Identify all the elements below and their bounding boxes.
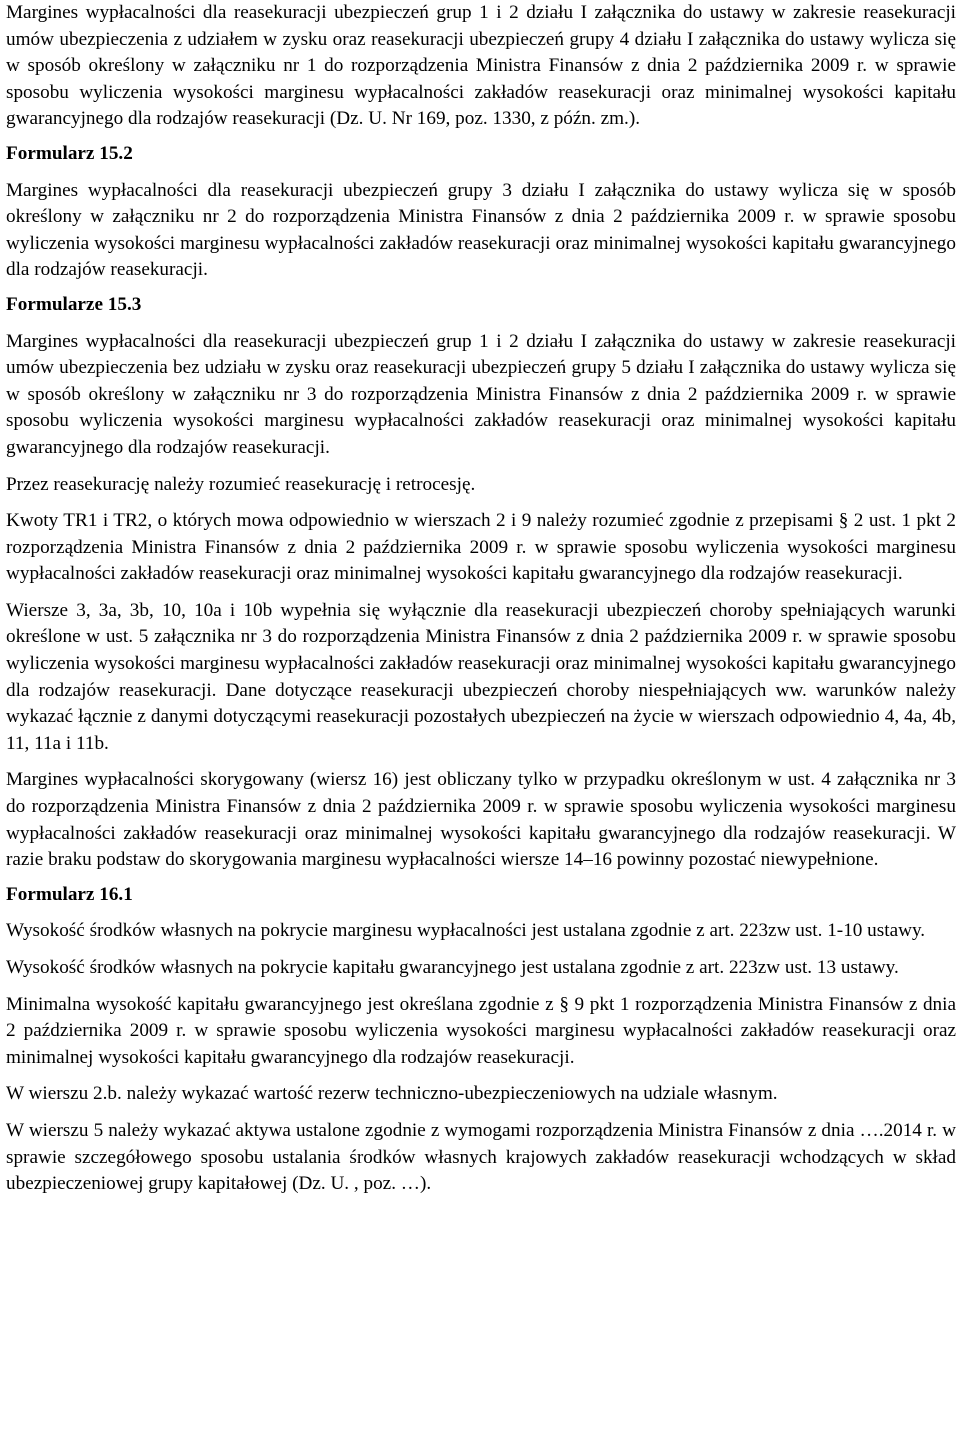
paragraph-srodki-wlasne-kapital: Wysokość środków własnych na pokrycie kapitału gwarancyjnego jest ustalana zgodnie z art. 223zw ust. 13 ustawy. — [6, 957, 899, 978]
paragraph-wiersz-5: W wierszu 5 należy wykazać aktywa ustalone zgodnie z wymogami rozporządzenia Ministra Finansów z dnia ….2014 r. w sprawie szczegółowego sposobu ustalania środków własnych krajowych zakładów reasekuracji wchodzących w skład ubezpieczeniowej grupy kapitałowej (Dz. U. , poz. …). — [6, 1119, 956, 1195]
heading-formularz-16-1: Formularz 16.1 — [6, 883, 133, 905]
paragraph-wiersze-choroby: Wiersze 3, 3a, 3b, 10, 10a i 10b wypełnia się wyłącznie dla reasekuracji ubezpieczeń choroby spełniających warunki określone w ust. 5 załącznika nr 3 do rozporządzenia Ministra Finansów z dnia 2 października 2009 r. w sprawie sposobu wyliczenia wysokości marginesu wypłacalności zakładów reasekuracji oraz minimalnej wysokości kapitału gwarancyjnego dla rodzajów reasekuracji. Dane dotyczące reasekuracji ubezpieczeń choroby niespełniających ww. warunków należy wykazać łącznie z danymi dotyczącymi reasekuracji pozostałych ubezpieczeń na życie w wierszach odpowiednio 4, 4a, 4b, 11, 11a i 11b. — [6, 599, 956, 754]
document-page — [6, 0, 956, 1198]
paragraph-kwoty-tr1-tr2: Kwoty TR1 i TR2, o których mowa odpowiednio w wierszach 2 i 9 należy rozumieć zgodnie z przepisami § 2 ust. 1 pkt 2 rozporządzenia Ministra Finansów z dnia 2 października 2009 r. w sprawie sposobu wyliczenia wysokości marginesu wypłacalności zakładów reasekuracji oraz minimalnej wysokości kapitału gwarancyjnego dla rodzajów reasekuracji. — [6, 510, 956, 585]
paragraph-wiersz-2b: W wierszu 2.b. należy wykazać wartość rezerw techniczno-ubezpieczeniowych na udziale własnym. — [6, 1083, 778, 1105]
paragraph-formularz-15-2-body: Margines wypłacalności dla reasekuracji ubezpieczeń grupy 3 działu I załącznika do ustawy wylicza się w sposób określony w załączniku nr 2 do rozporządzenia Ministra Finansów z dnia 2 października 2009 r. w sprawie sposobu wyliczenia wysokości marginesu wypłacalności zakładów reasekuracji oraz minimalnej wysokości kapitału gwarancyjnego dla rodzajów reasekuracji. — [6, 179, 956, 281]
heading-formularz-15-2: Formularz 15.2 — [6, 142, 133, 164]
paragraph-formularz-15-1-body: Margines wypłacalności dla reasekuracji ubezpieczeń grup 1 i 2 działu I załącznika do ustawy w zakresie reasekuracji umów ubezpieczenia z udziałem w zysku oraz reasekuracji ubezpieczeń grupy 4 działu I załącznika do ustawy wylicza się w sposób określony w załączniku nr 1 do rozporządzenia Ministra Finansów z dnia 2 października 2009 r. w sprawie sposobu wyliczenia wysokości marginesu wypłacalności zakładów reasekuracji oraz minimalnej wysokości kapitału gwarancyjnego dla rodzajów reasekuracji (Dz. U. Nr 169, poz. 1330, z późn. zm.). — [6, 2, 956, 130]
paragraph-srodki-wlasne-margines: Wysokość środków własnych na pokrycie marginesu wypłacalności jest ustalana zgodnie z art. 223zw ust. 1-10 ustawy. — [6, 920, 926, 942]
paragraph-formularze-15-3-body: Margines wypłacalności dla reasekuracji ubezpieczeń grup 1 i 2 działu I załącznika do ustawy w zakresie reasekuracji umów ubezpieczenia bez udziału w zysku oraz reasekuracji ubezpieczeń grupy 5 działu I załącznika do ustawy wylicza się w sposób określony w załączniku nr 3 do rozporządzenia Ministra Finansów z dnia 2 października 2009 r. w sprawie sposobu wyliczenia wysokości marginesu wypłacalności zakładów reasekuracji oraz minimalnej wysokości kapitału gwarancyjnego dla rodzajów reasekuracji. — [6, 330, 956, 458]
paragraph-minimalna-wysokosc-kapitalu: Minimalna wysokość kapitału gwarancyjnego jest określana zgodnie z § 9 pkt 1 rozporządzenia Ministra Finansów z dnia 2 października 2009 r. w sprawie sposobu wyliczenia wysokości marginesu wypłacalności zakładów reasekuracji oraz minimalnej wysokości kapitału gwarancyjnego dla rodzajów reasekuracji. — [6, 993, 956, 1068]
paragraph-reasekuracja-definition: Przez reasekurację należy rozumieć reasekurację i retrocesję. — [6, 473, 476, 495]
heading-formularze-15-3: Formularze 15.3 — [6, 293, 142, 315]
paragraph-margines-skorygowany: Margines wypłacalności skorygowany (wiersz 16) jest obliczany tylko w przypadku określonym w ust. 4 załącznika nr 3 do rozporządzenia Ministra Finansów z dnia 2 października 2009 r. w sprawie sposobu wyliczenia wysokości marginesu wypłacalności zakładów reasekuracji oraz minimalnej wysokości kapitału gwarancyjnego dla rodzajów reasekuracji. W razie braku podstaw do skorygowania marginesu wypłacalności wiersze 14–16 powinny pozostać niewypełnione. — [6, 769, 956, 871]
